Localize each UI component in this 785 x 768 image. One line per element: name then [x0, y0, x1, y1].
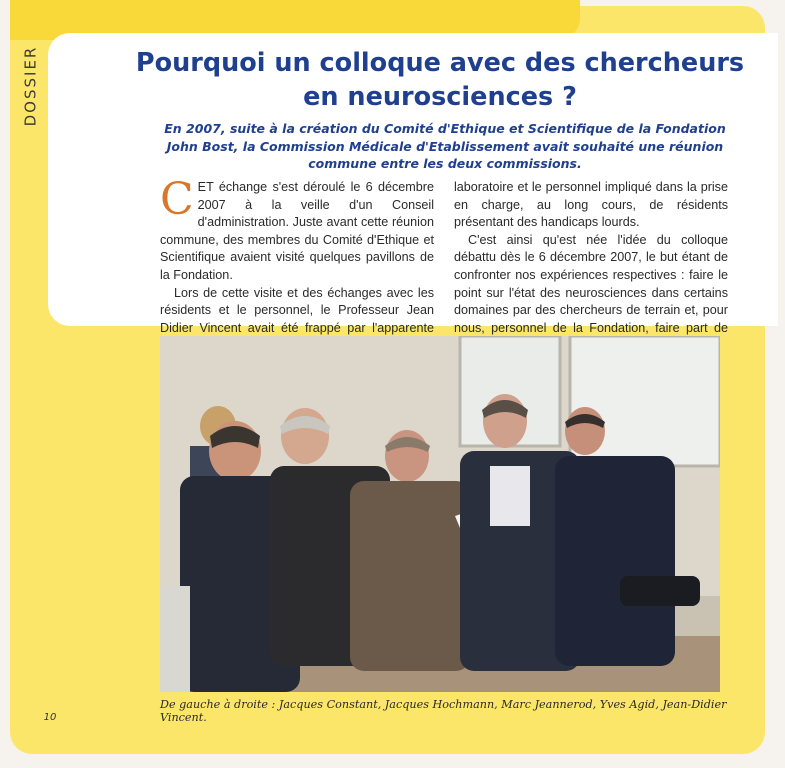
- text-column-right: [454, 179, 728, 355]
- conference-photo: [160, 336, 720, 692]
- paragraph-3: laboratoire et le personnel impliqué dans la prise en charge, au long cours, de résidents présentant des handicaps lourds.: [454, 180, 728, 230]
- article-lead: En 2007, suite à la création du Comité d'Ethique et Scientifique de la Fondation John Bost, la Commission Médicale d'Etablissement avait souhaité une réunion commune entre les deux commissions.: [164, 121, 726, 171]
- section-label: DOSSIER: [21, 45, 40, 127]
- photo-caption: De gauche à droite : Jacques Constant, Jacques Hochmann, Marc Jeannerod, Yves Agid, Jean-Didier Vincent.: [160, 698, 727, 724]
- paragraph-4: C'est ainsi qu'est née l'idée du colloque débattu dès le 6 décembre 2007, le but étant de confronter nos expériences respectives : faire le point sur l'état des neurosciences dans certains domaines par des chercheurs de terrain et, pour nous, personnel de la Fondation, faire part de: [454, 232, 728, 335]
- article-title: Pourquoi un colloque avec des chercheurs en neurosciences ?: [135, 48, 745, 112]
- paragraph-1: ET échange s'est déroulé le 6 décembre 2007 à la veille d'un Conseil d'administration. Juste avant cette réunion commune, des membres du Comité d'Ethique et Scientifique avaient visité quelques pavillons de la Fondation.: [160, 180, 434, 282]
- paragraph-2: Lors de cette visite et des échanges avec les résidents et le personnel, le Professeur Jean Didier Vincent avait été frappé par l'apparente: [160, 285, 434, 335]
- drop-cap: C: [160, 174, 194, 225]
- page-number: 10: [38, 709, 62, 725]
